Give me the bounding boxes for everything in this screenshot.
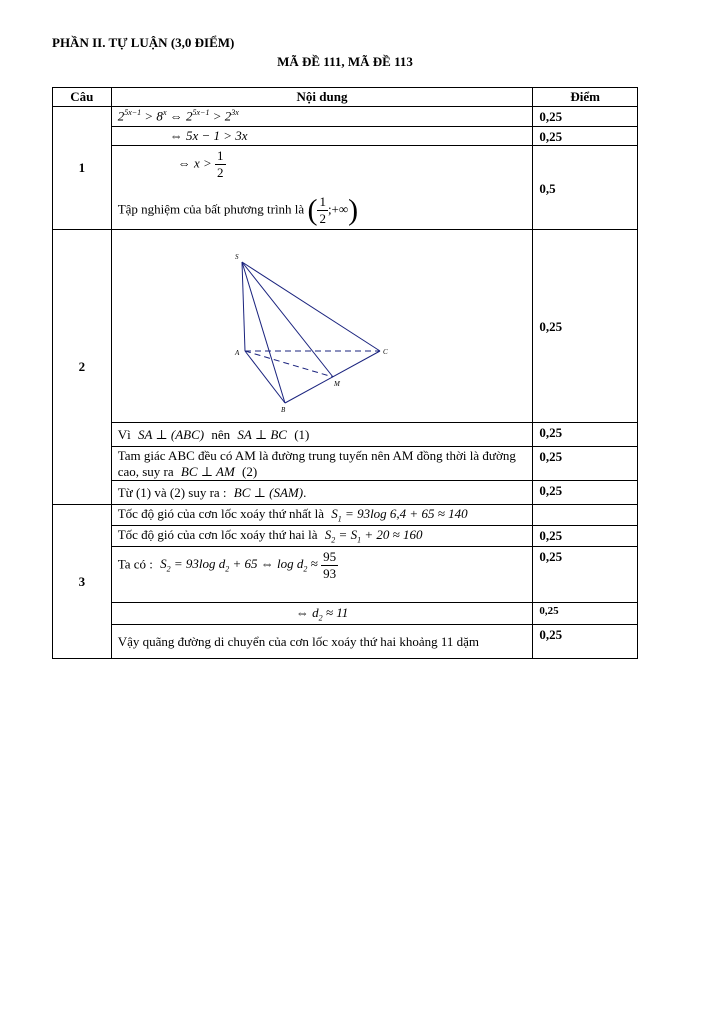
label-s: S: [234, 253, 239, 261]
q2-figure-points: 0,25: [533, 230, 638, 423]
q3-step1: Tốc độ gió của cơn lốc xoáy thứ nhất là $S_1 = 93\log$ 6,4 + 65 ≈ 140: [111, 505, 533, 526]
edge-sm: [242, 262, 333, 377]
edge-sa: [242, 262, 245, 351]
table-row: [53, 230, 638, 423]
table-row: [53, 526, 638, 547]
q2-step3-text: Từ (1) và (2) suy ra :: [117, 484, 227, 500]
q2-step1-tag: (1): [294, 426, 310, 442]
q2-step2-points: 0,25: [533, 447, 638, 481]
q1-number: 1: [53, 107, 112, 230]
q1-step3: [111, 146, 533, 230]
q2-step1-text: Vì: [117, 426, 131, 442]
q3-step2-text: Tốc độ gió của cơn lốc xoáy thứ hai là: [117, 527, 318, 543]
q3-step4-points: 0,25: [533, 603, 638, 625]
q1-solution: Tập nghiệm của bất phương trình là ( $\frac{1}{2}$ ;+∞): [117, 193, 359, 227]
label-c: C: [382, 348, 388, 356]
pyramid-figure: [112, 230, 507, 418]
q3-step5-points: 0,25: [533, 625, 638, 659]
q2-step1-mid: nên: [211, 426, 231, 442]
q2-step2-text: Tam giác ABC đều có AM là đường trung tuyến nên AM đồng thời là đường cao, suy ra: [117, 447, 516, 479]
table-row: [53, 505, 638, 526]
table-row: [53, 603, 638, 625]
header-cau: Câu: [53, 88, 112, 107]
table-row: [53, 625, 638, 659]
q1-step1: $2^{5x-1} > 8^x$ ⇔ $2^{5x-1} > 2^{3x}$: [111, 107, 533, 127]
exam-codes: MÃ ĐỀ 111, MÃ ĐỀ 113: [277, 54, 413, 69]
label-m: M: [333, 380, 340, 388]
label-b: B: [280, 406, 285, 414]
edge-am: [245, 351, 333, 377]
edge-ab: [245, 351, 285, 403]
q1-step1-points: 0,25: [533, 107, 638, 127]
q2-step2-tag: (2): [242, 463, 258, 479]
q2-step3-points: 0,25: [533, 481, 638, 505]
q3-step3: Ta có : $S_2 = 93\log$ $d_2 + 65$ ⇔ $\log d_2$ ≈ $\frac{95}{93}$: [111, 547, 533, 603]
q1-step3-points: 0,5: [533, 146, 638, 230]
answer-table: [52, 87, 638, 659]
edge-sc: [242, 262, 380, 351]
table-header-row: [53, 88, 638, 107]
label-a: A: [234, 349, 239, 357]
table-row: [53, 481, 638, 505]
q3-step2-points: 0,25: [533, 526, 638, 547]
table-row: [53, 447, 638, 481]
q2-number: 2: [53, 230, 112, 505]
q1-solution-label: Tập nghiệm của bất phương trình là: [117, 201, 305, 217]
q3-step2: Tốc độ gió của cơn lốc xoáy thứ hai là $S_2 = S_1 + 20 \approx 160$: [111, 526, 533, 547]
q1-step2-points: 0,25: [533, 127, 638, 146]
q1-step2: ⇔ 5x − 1 > 3x: [111, 127, 533, 146]
q3-step3-points: 0,25: [533, 547, 638, 603]
q2-step1: Vì SA ⊥ (ABC) nên SA ⊥ BC (1): [111, 423, 533, 447]
part-title: PHẦN II. TỰ LUẬN (3,0 ĐIỂM): [52, 35, 235, 50]
q3-step5: Vậy quãng đường di chuyển của cơn lốc xoáy thứ hai khoảng 11 dặm: [111, 625, 533, 659]
q2-step1-points: 0,25: [533, 423, 638, 447]
header-content: Nội dung: [111, 88, 533, 107]
q2-figure-cell: [111, 230, 533, 423]
table-row: [53, 423, 638, 447]
q2-step2: Tam giác ABC đều có AM là đường trung tuyến nên AM đồng thời là đường cao, suy ra BC ⊥ AM (2): [111, 447, 533, 481]
q2-step3: Từ (1) và (2) suy ra : BC ⊥ (SAM).: [111, 481, 533, 505]
q1-inequality: ⇔ x > $\frac{1}{2}$: [177, 148, 224, 180]
table-row: [53, 107, 638, 127]
table-row: [53, 127, 638, 146]
q3-step1-points: [533, 505, 638, 526]
q3-number: 3: [53, 505, 112, 659]
edge-sb: [242, 262, 285, 403]
q3-step3-text: Ta có :: [117, 556, 153, 572]
table-row: [53, 547, 638, 603]
table-row: [53, 146, 638, 230]
header-points: Điểm: [533, 88, 638, 107]
q3-step4: ⇔ $d_2 \approx 11$: [111, 603, 533, 625]
q3-step1-text: Tốc độ gió của cơn lốc xoáy thứ nhất là: [117, 506, 325, 522]
